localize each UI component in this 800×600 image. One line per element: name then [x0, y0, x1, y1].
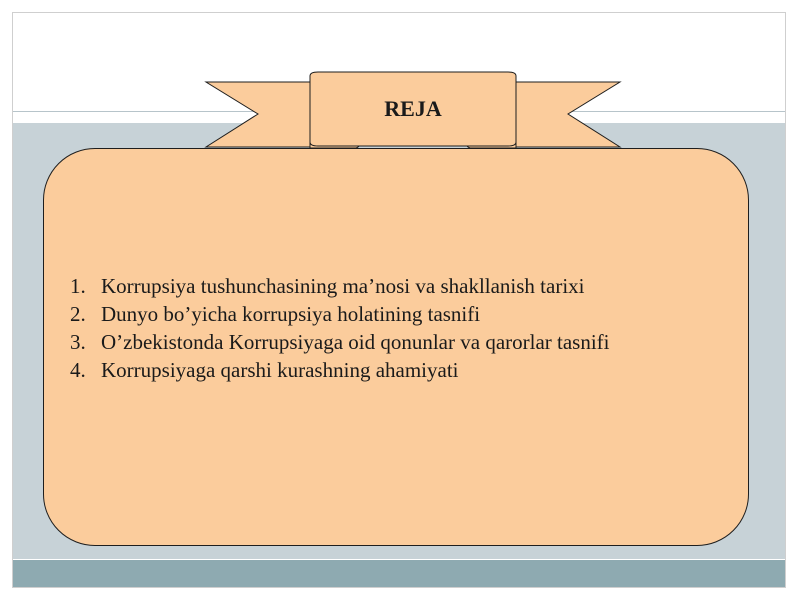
- ribbon-right-tail: [516, 82, 620, 147]
- ribbon-left-tail: [206, 82, 310, 147]
- list-item-text: O’zbekistonda Korrupsiyaga oid qonunlar va qarorlar tasnifi: [101, 330, 610, 354]
- plan-list: [70, 272, 760, 384]
- list-item-number: 3.: [70, 330, 86, 354]
- list-item-text: Korrupsiya tushunchasining ma’nosi va shakllanish tarixi: [101, 274, 585, 298]
- list-item-number: 1.: [70, 274, 86, 298]
- list-item-number: 4.: [70, 358, 86, 382]
- list-item: [70, 328, 760, 356]
- list-item-text: Korrupsiyaga qarshi kurashning ahamiyati: [101, 358, 459, 382]
- list-item-text: Dunyo bo’yicha korrupsiya holatining tasnifi: [101, 302, 481, 326]
- list-item-number: 2.: [70, 302, 86, 326]
- list-item: [70, 300, 760, 328]
- list-item: [70, 356, 760, 384]
- list-item: [70, 272, 760, 300]
- slide-title: REJA: [384, 96, 442, 121]
